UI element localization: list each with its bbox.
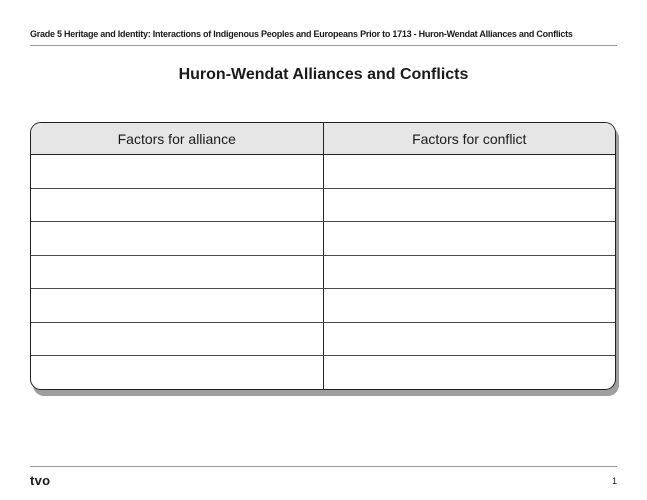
document-header: Grade 5 Heritage and Identity: Interactions of Indigenous Peoples and Europeans Prior to 1713 - Huron-Wendat Alliances and Conflicts — [30, 29, 573, 39]
header-divider — [30, 45, 617, 46]
alliance-cell[interactable] — [31, 155, 324, 188]
worksheet-table — [30, 122, 616, 390]
table-row — [31, 189, 615, 223]
column-header-alliance: Factors for alliance — [31, 123, 324, 154]
table-header-row — [31, 123, 615, 155]
conflict-cell[interactable] — [324, 155, 616, 188]
alliance-cell[interactable] — [31, 323, 324, 356]
page-title: Huron-Wendat Alliances and Conflicts — [178, 66, 469, 83]
table-row — [31, 222, 615, 256]
table-row — [31, 256, 615, 290]
conflict-cell[interactable] — [324, 222, 616, 255]
footer-divider — [30, 466, 617, 467]
conflict-cell[interactable] — [324, 289, 616, 322]
column-header-conflict: Factors for conflict — [412, 130, 527, 147]
table-row — [31, 323, 615, 357]
table-row — [31, 155, 615, 189]
alliance-cell[interactable] — [31, 289, 324, 322]
alliance-cell[interactable] — [31, 222, 324, 255]
conflict-cell[interactable] — [324, 256, 616, 289]
conflict-cell[interactable] — [324, 323, 616, 356]
conflict-cell[interactable] — [324, 189, 616, 222]
conflict-cell[interactable] — [324, 356, 616, 389]
page-number: 1 — [611, 476, 617, 486]
tvo-logo: tvo — [30, 473, 51, 488]
table-row — [31, 356, 615, 389]
table-body — [31, 155, 615, 389]
alliance-cell[interactable] — [31, 189, 324, 222]
table-row — [31, 289, 615, 323]
alliance-cell[interactable] — [31, 256, 324, 289]
alliance-cell[interactable] — [31, 356, 324, 389]
